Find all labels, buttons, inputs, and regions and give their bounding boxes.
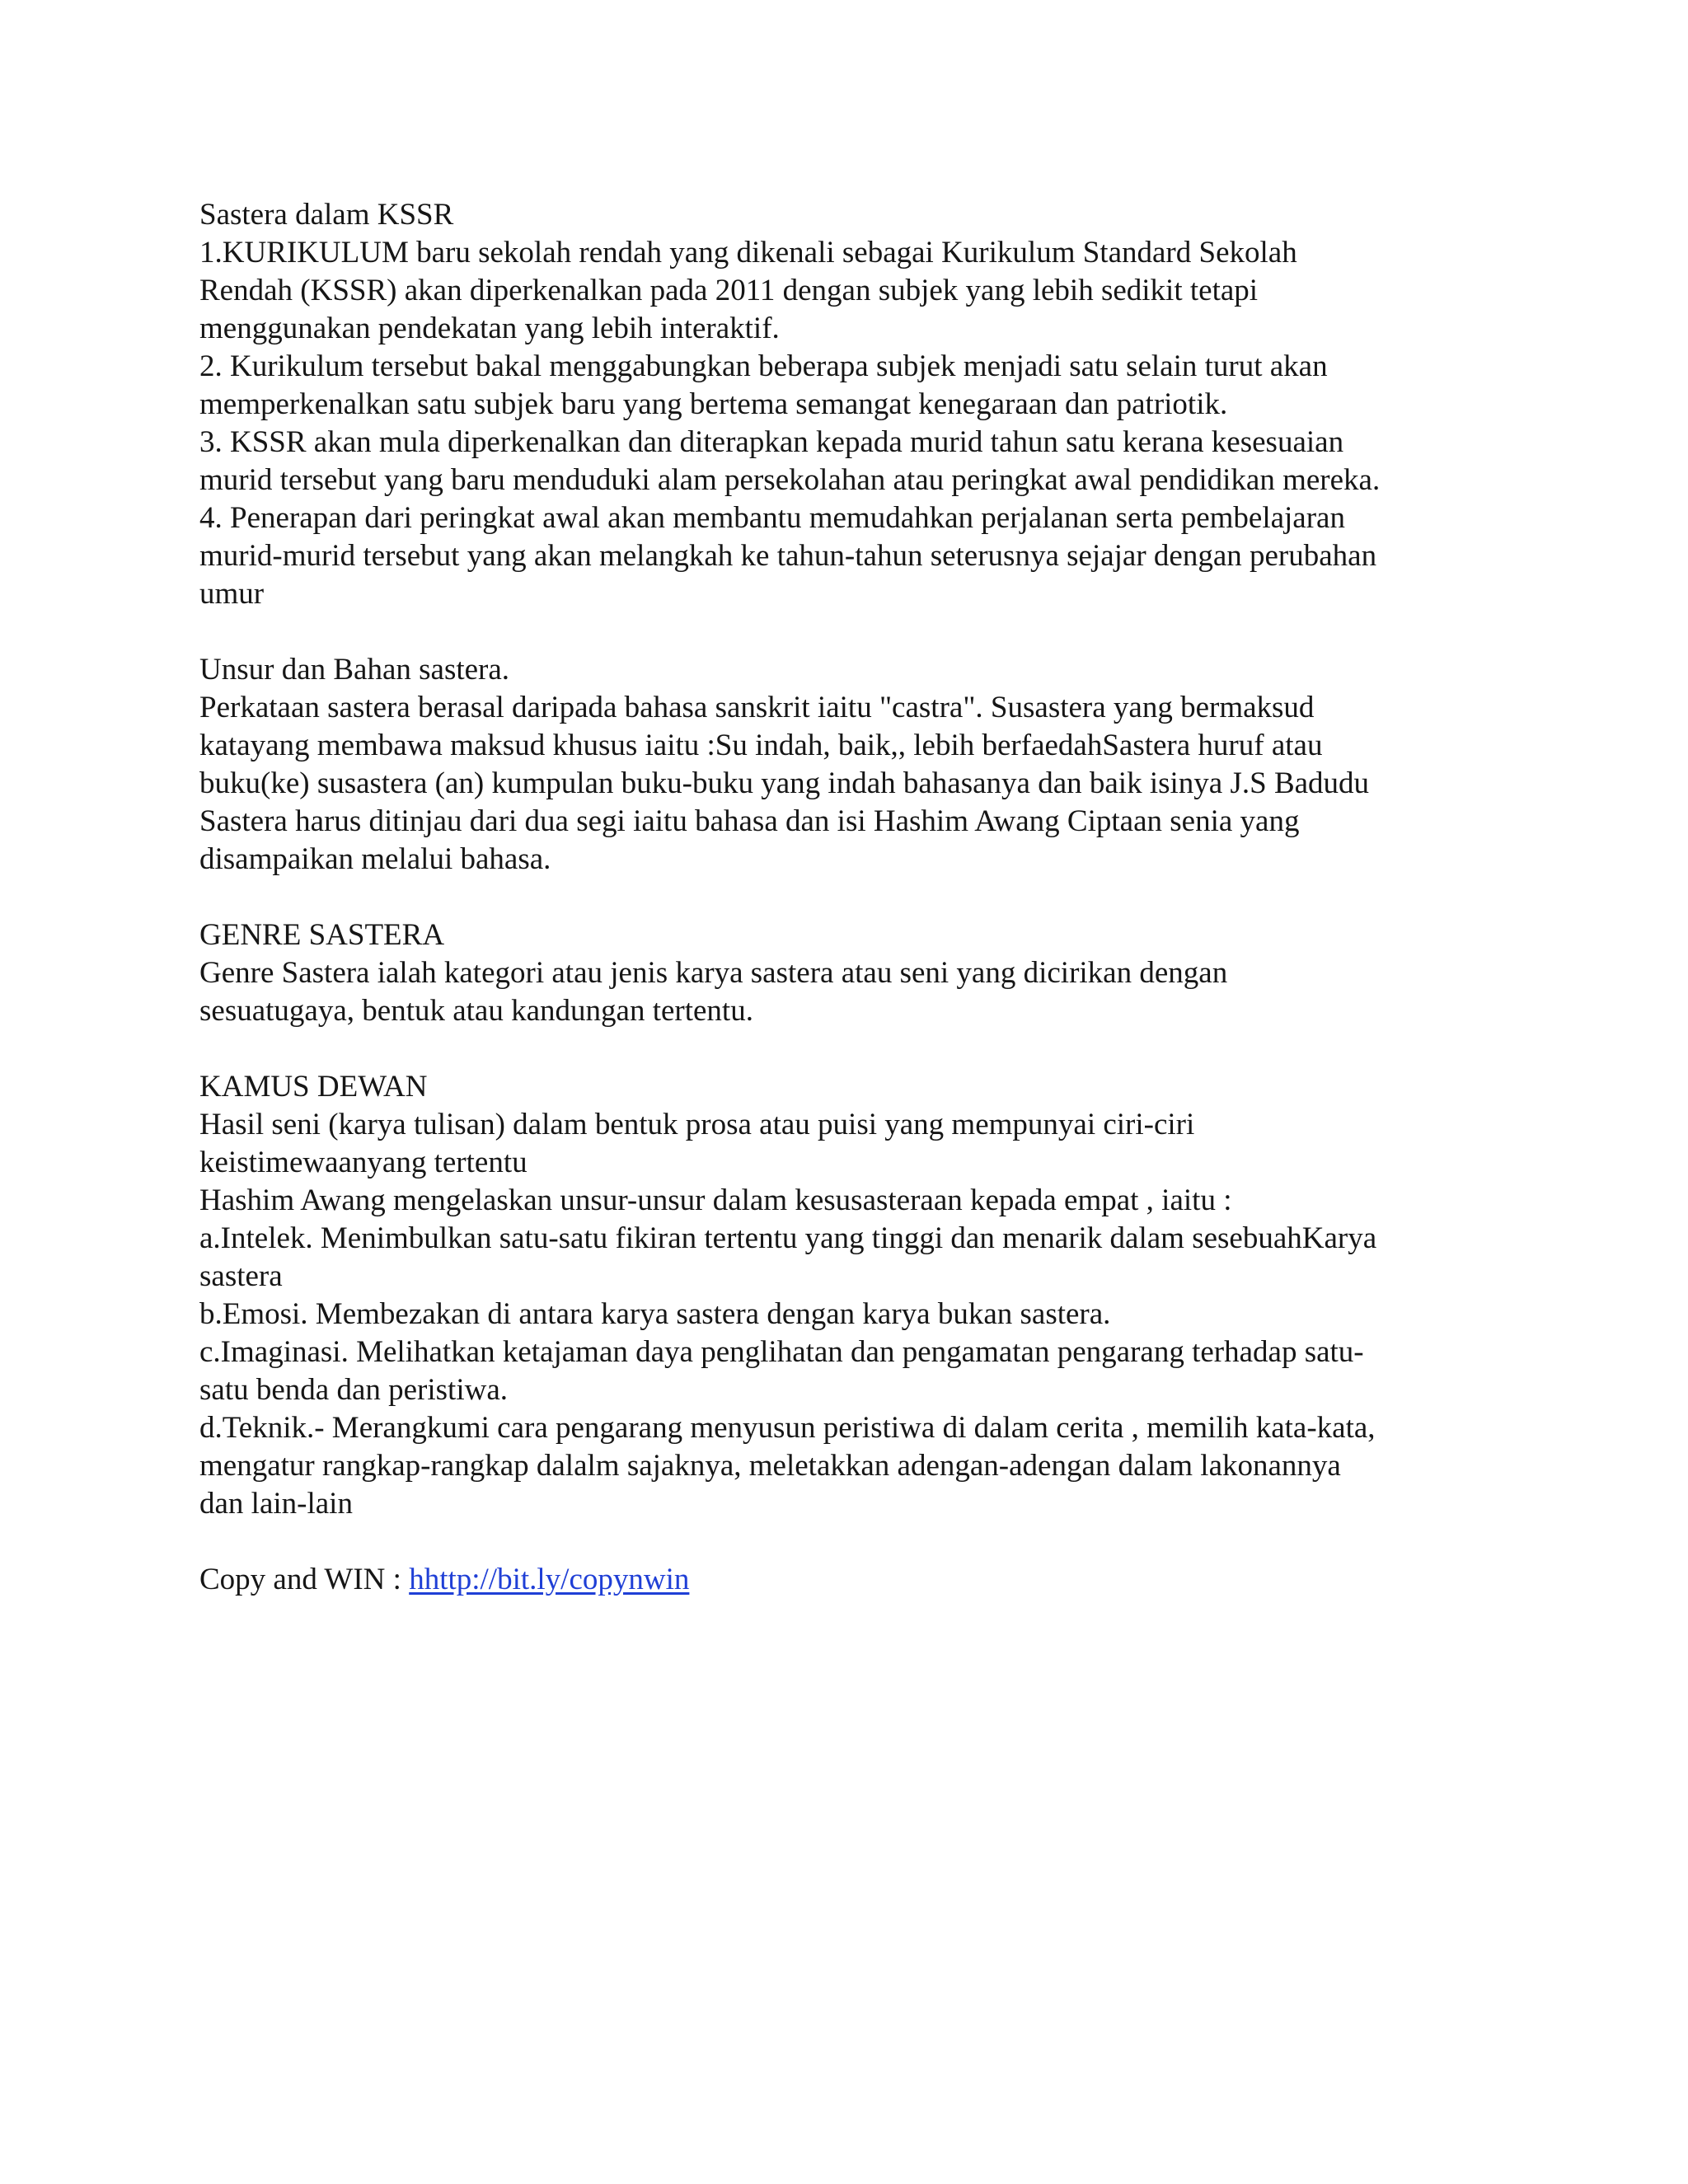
text-line: 4. Penerapan dari peringkat awal akan membantu memudahkan perjalanan serta pembelajaran xyxy=(199,501,1345,535)
text-line: Perkataan sastera berasal daripada bahasa sanskrit iaitu "castra". Susastera yang bermaksud xyxy=(199,691,1315,724)
text-line: 2. Kurikulum tersebut bakal menggabungkan beberapa subjek menjadi satu selain turut akan xyxy=(199,349,1328,383)
text-line: 3. KSSR akan mula diperkenalkan dan diterapkan kepada murid tahun satu kerana kesesuaian xyxy=(199,425,1344,459)
paragraph-gap xyxy=(199,879,1493,916)
text-line: Hashim Awang mengelaskan unsur-unsur dalam kesusasteraan kepada empat , iaitu : xyxy=(199,1183,1232,1217)
section-title: Unsur dan Bahan sastera. xyxy=(199,653,510,687)
text-line: d.Teknik.- Merangkumi cara pengarang menyusun peristiwa di dalam cerita , memilih kata-kata, xyxy=(199,1411,1376,1445)
text-line: a.Intelek. Menimbulkan satu-satu fikiran tertentu yang tinggi dan menarik dalam sesebuahKarya xyxy=(199,1221,1377,1255)
section-title: GENRE SASTERA xyxy=(199,918,445,952)
paragraph-gap xyxy=(199,1523,1493,1561)
text-line: Sastera harus ditinjau dari dua segi iaitu bahasa dan isi Hashim Awang Ciptaan senia yang xyxy=(199,804,1300,838)
text-line: umur xyxy=(199,577,265,611)
text-line: katayang membawa maksud khusus iaitu :Su indah, baik,, lebih berfaedahSastera huruf atau xyxy=(199,729,1323,762)
text-line: menggunakan pendekatan yang lebih interaktif. xyxy=(199,312,780,345)
section-genre xyxy=(199,916,1493,1030)
text-line: buku(ke) susastera (an) kumpulan buku-buku yang indah bahasanya dan baik isinya J.S Badudu xyxy=(199,766,1370,800)
text-line: Genre Sastera ialah kategori atau jenis karya sastera atau seni yang dicirikan dengan xyxy=(199,956,1228,990)
text-line: murid tersebut yang baru menduduki alam persekolahan atau peringkat awal pendidikan mereka. xyxy=(199,463,1381,497)
text-line: sesuatugaya, bentuk atau kandungan tertentu. xyxy=(199,994,753,1028)
section-unsur xyxy=(199,651,1493,879)
text-line: keistimewaanyang tertentu xyxy=(199,1146,528,1179)
text-line: Rendah (KSSR) akan diperkenalkan pada 2011 dengan subjek yang lebih sedikit tetapi xyxy=(199,274,1259,307)
section-title: KAMUS DEWAN xyxy=(199,1070,428,1104)
text-line: disampaikan melalui bahasa. xyxy=(199,842,551,876)
text-line: b.Emosi. Membezakan di antara karya sastera dengan karya bukan sastera. xyxy=(199,1297,1111,1331)
text-line: mengatur rangkap-rangkap dalalm sajaknya, meletakkan adengan-adengan dalam lakonannya xyxy=(199,1449,1341,1483)
paragraph-gap xyxy=(199,613,1493,651)
section-kssr xyxy=(199,196,1493,613)
copynwin-link[interactable]: hhttp://bit.ly/copynwin xyxy=(409,1563,690,1596)
text-line: Hasil seni (karya tulisan) dalam bentuk prosa atau puisi yang mempunyai ciri-ciri xyxy=(199,1108,1195,1141)
text-line: memperkenalkan satu subjek baru yang bertema semangat kenegaraan dan patriotik. xyxy=(199,387,1228,421)
text-line: c.Imaginasi. Melihatkan ketajaman daya penglihatan dan pengamatan pengarang terhadap satu- xyxy=(199,1335,1364,1369)
text-line: 1.KURIKULUM baru sekolah rendah yang dikenali sebagai Kurikulum Standard Sekolah xyxy=(199,236,1297,269)
paragraph-gap xyxy=(199,1030,1493,1068)
text-line: satu benda dan peristiwa. xyxy=(199,1373,508,1407)
section-kamus xyxy=(199,1068,1493,1523)
footer-line xyxy=(199,1561,1493,1599)
text-line: sastera xyxy=(199,1259,283,1293)
footer-prefix: Copy and WIN : xyxy=(199,1563,410,1596)
document-page xyxy=(199,196,1493,1599)
section-title: Sastera dalam KSSR xyxy=(199,198,454,232)
text-line: dan lain-lain xyxy=(199,1487,353,1521)
text-line: murid-murid tersebut yang akan melangkah ke tahun-tahun seterusnya sejajar dengan perubahan xyxy=(199,539,1377,573)
